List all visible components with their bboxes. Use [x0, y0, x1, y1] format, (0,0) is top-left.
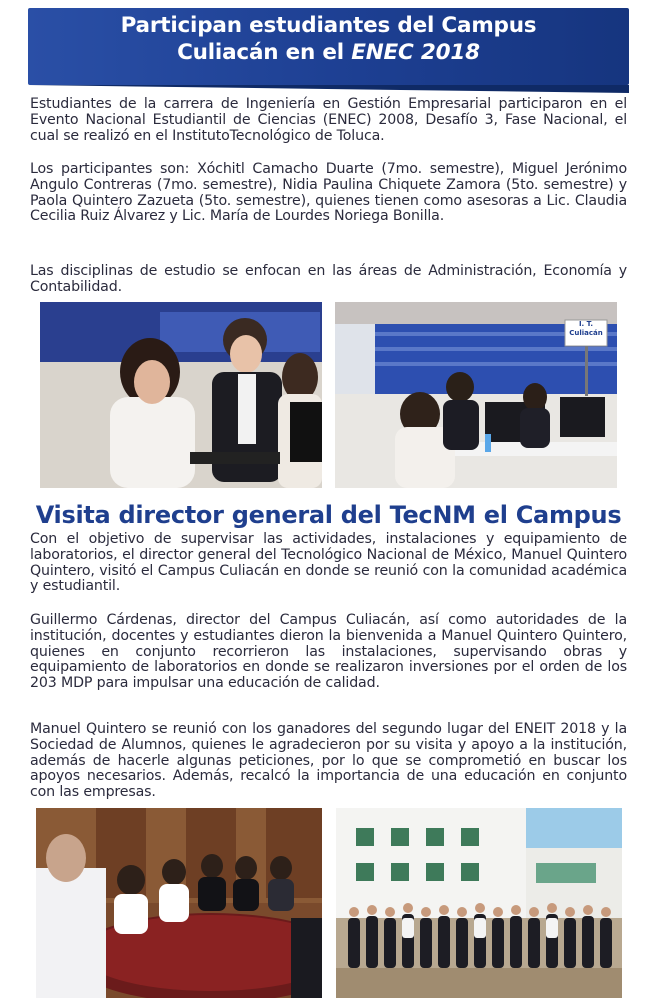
sign-line-1: I. T.: [578, 320, 594, 328]
title-line-2: [28, 39, 629, 66]
article2-paragraph-1: Con el objetivo de supervisar las actividades, instalaciones y equipamiento de laboratorios, el director general del Tecnológico Nacional de México, Manuel Quintero Quintero, visitó el Campus Culiacán en donde se reunió con la comunidad académica y estudiantil.: [30, 531, 627, 595]
photo-meeting-room: [36, 808, 322, 998]
photo-students-computers: [40, 302, 322, 488]
page-title: [28, 12, 629, 66]
photo-group-building: [336, 808, 622, 998]
article1-paragraph-3: Las disciplinas de estudio se enfocan en las áreas de Administración, Economía y Contabilidad.: [30, 263, 627, 295]
article1-paragraph-2: Los participantes son: Xóchitl Camacho Duarte (7mo. semestre), Miguel Jerónimo Angulo Contreras (7mo. semestre), Nidia Paulina Chiquete Zamora (5to. semestre) y Paola Quintero Zazueta (5to. semestre), quienes tienen como asesoras a Lic. Claudia Cecilia Ruiz Álvarez y Lic. María de Lourdes Noriega Bonilla.: [30, 161, 627, 225]
title-line-1: Participan estudiantes del Campus: [120, 13, 537, 38]
sign-line-2: Culiacán: [569, 329, 603, 337]
title-line-2-prefix: Culiacán en el: [177, 40, 352, 65]
article2-paragraph-2: Guillermo Cárdenas, director del Campus Culiacán, así como autoridades de la institución, docentes y estudiantes dieron la bienvenida a Manuel Quintero Quintero, quienes en conjunto recorrieron las instalaciones, supervisando obras y equipamiento de laboratorios en donde se realizaron inversiones por el orden de los 203 MDP para impulsar una educación de calidad.: [30, 612, 627, 692]
article2-paragraph-3: Manuel Quintero se reunió con los ganadores del segundo lugar del ENEIT 2018 y la Sociedad de Alumnos, quienes le agradecieron por su visita y apoyo a la institución, además de hacerle algunas peticiones, por lo que se comprometió en buscar los apoyos necesarios. Además, recalcó la importancia de una educación en conjunto con las empresas.: [30, 721, 627, 801]
banner-fold: [28, 85, 629, 93]
culiacan-sign: [565, 320, 607, 338]
article2-title: Visita director general del TecNM el Campus: [35, 501, 622, 529]
title-emphasis: ENEC 2018: [351, 40, 480, 65]
article1-paragraph-1: Estudiantes de la carrera de Ingeniería en Gestión Empresarial participaron en el Evento Nacional Estudiantil de Ciencias (ENEC) 2008, Desafío 3, Fase Nacional, el cual se realizó en el InstitutoTecnológico de Toluca.: [30, 96, 627, 144]
